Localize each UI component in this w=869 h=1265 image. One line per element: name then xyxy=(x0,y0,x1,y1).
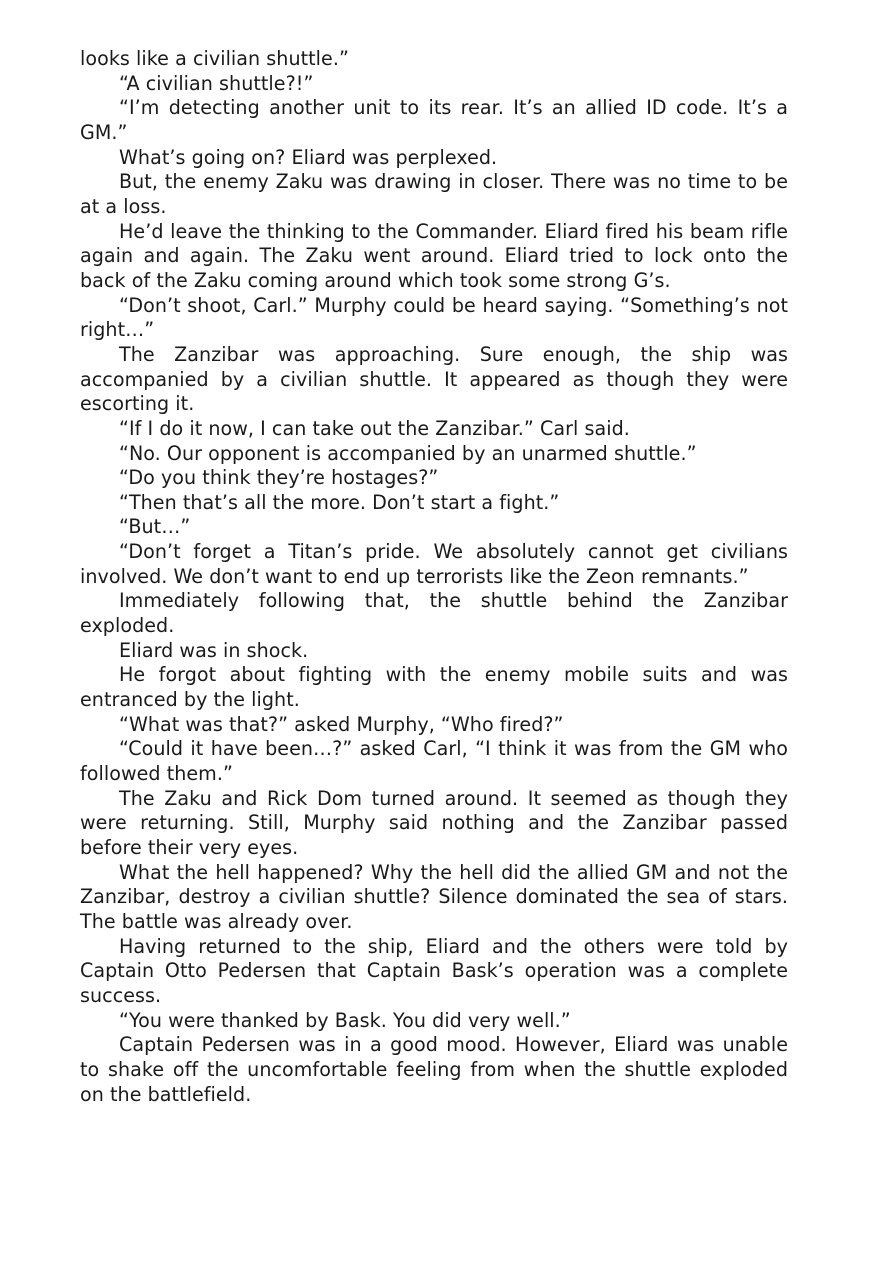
paragraph: “No. Our opponent is accompanied by an unarmed shuttle.” xyxy=(119,441,697,465)
paragraph: Captain Pedersen was in a good mood. However, Eliard was unable to shake off the uncomfortable feeling from when the shuttle exploded on the battlefield. xyxy=(80,1033,788,1106)
paragraph: Eliard was in shock. xyxy=(119,638,309,662)
paragraph: What the hell happened? Why the hell did the allied GM and not the Zanzibar, destroy a civilian shuttle? Silence dominated the sea of stars. The battle was already over. xyxy=(80,860,788,933)
paragraph: “Could it have been…?” asked Carl, “I think it was from the GM who followed them.” xyxy=(80,737,788,786)
paragraph: looks like a civilian shuttle.” xyxy=(80,47,349,70)
paragraph: “Do you think they’re hostages?” xyxy=(119,466,439,490)
paragraph: Immediately following that, the shuttle behind the Zanzibar exploded. xyxy=(80,589,788,638)
page-body xyxy=(80,47,788,1107)
paragraph: “If I do it now, I can take out the Zanzibar.” Carl said. xyxy=(119,416,630,440)
paragraph: “But…” xyxy=(119,515,191,539)
paragraph: Having returned to the ship, Eliard and the others were told by Captain Otto Pedersen that Captain Bask’s operation was a complete success. xyxy=(80,934,788,1007)
paragraph: He forgot about fighting with the enemy mobile suits and was entranced by the light. xyxy=(80,663,788,712)
paragraph: What’s going on? Eliard was perplexed. xyxy=(119,145,498,169)
paragraph: “Then that’s all the more. Don’t start a fight.” xyxy=(119,490,560,514)
paragraph: The Zanzibar was approaching. Sure enough, the ship was accompanied by a civilian shuttle. It appeared as though they were escorting it. xyxy=(80,342,788,416)
paragraph: But, the enemy Zaku was drawing in closer. There was no time to be at a loss. xyxy=(80,170,788,218)
paragraph: “I’m detecting another unit to its rear. It’s an allied ID code. It’s a GM.” xyxy=(80,96,788,144)
paragraph: “A civilian shuttle?!” xyxy=(119,71,314,95)
paragraph: “Don’t shoot, Carl.” Murphy could be heard saying. “Something’s not right…” xyxy=(80,293,788,342)
paragraph: “You were thanked by Bask. You did very well.” xyxy=(119,1008,571,1032)
paragraph: “What was that?” asked Murphy, “Who fired?” xyxy=(119,712,564,736)
paragraph: “Don’t forget a Titan’s pride. We absolutely cannot get civilians involved. We don’t want to end up terrorists like the Zeon remnants.” xyxy=(80,540,788,588)
paragraph: The Zaku and Rick Dom turned around. It seemed as though they were returning. Still, Murphy said nothing and the Zanzibar passed before their very eyes. xyxy=(80,786,788,859)
paragraph: He’d leave the thinking to the Commander. Eliard fired his beam rifle again and again. The Zaku went around. Eliard tried to lock onto the back of the Zaku coming around which took some strong G’s. xyxy=(80,219,788,292)
